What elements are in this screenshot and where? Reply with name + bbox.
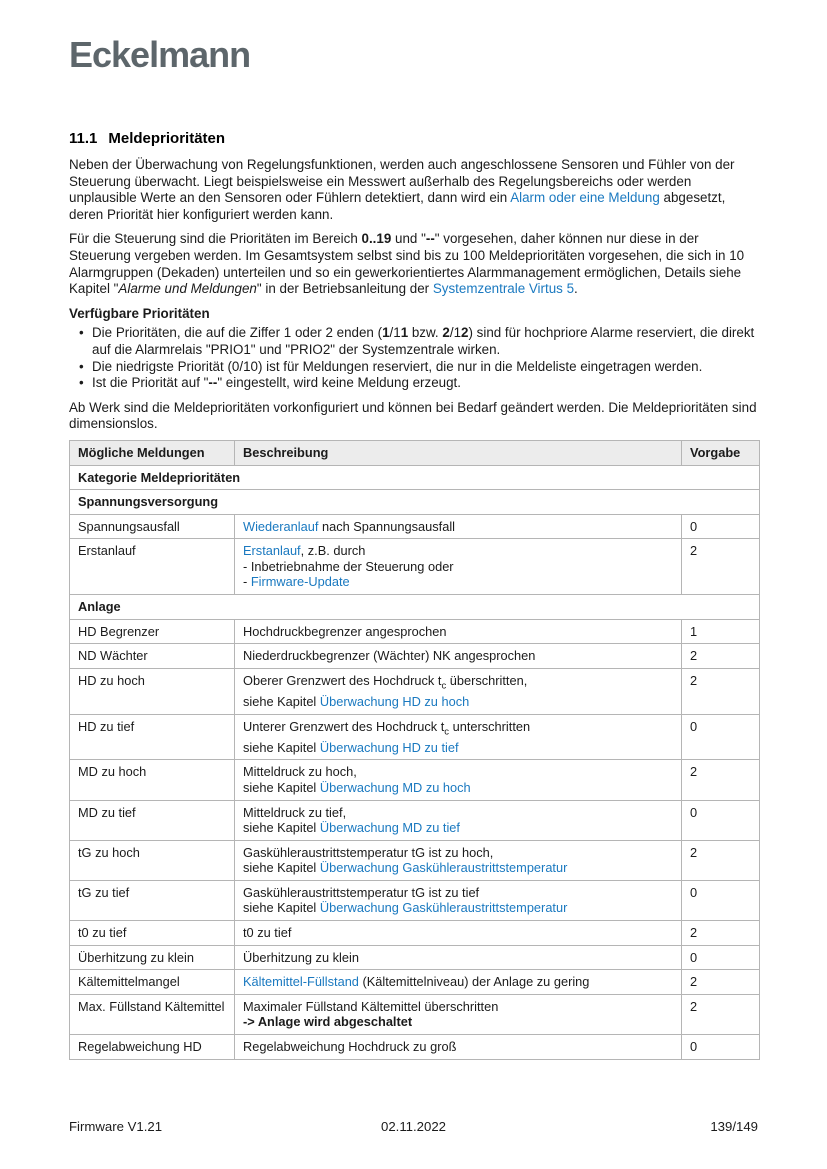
- table-row: [70, 714, 760, 760]
- description-line: [243, 624, 673, 640]
- text: " vorgesehen, daher können nur diese in der Steuerung vergeben werden. Im Gesamtsystem selbst sind bis zu 100 Meldeprioritäten vorgesehen, die sich in 10 Alarmgruppen (Dekaden) unterteilen und so ein gewerkorientiertes Alarmmanagement ermöglichen, Details siehe Kapitel ": [69, 231, 745, 297]
- table-row: [70, 921, 760, 946]
- text: Ab Werk sind die Meldeprioritäten vorkonfiguriert und können bei Bedarf geändert werden. Die Meldeprioritäten sind dimensionslos.: [69, 399, 757, 432]
- text: nach Spannungsausfall: [318, 518, 456, 534]
- default-value-cell: 0: [682, 800, 760, 840]
- text: .: [574, 281, 578, 297]
- inline-link[interactable]: Überwachung HD zu hoch: [319, 693, 470, 709]
- text: Hochdruckbegrenzer angesprochen: [243, 623, 447, 639]
- table-row: [70, 539, 760, 595]
- default-value-cell: 1: [682, 619, 760, 644]
- text: -: [243, 574, 251, 590]
- column-header: Mögliche Meldungen: [70, 440, 235, 465]
- table-row: [70, 514, 760, 539]
- description-line: [243, 719, 673, 740]
- description-cell: [235, 970, 682, 995]
- bold-text: 0..19: [361, 231, 392, 247]
- message-name-cell: MD zu tief: [70, 800, 235, 840]
- text: Für die Steuerung sind die Prioritäten im Bereich: [69, 231, 362, 247]
- inline-link[interactable]: Überwachung Gaskühleraustrittstemperatur: [319, 900, 568, 916]
- bold-text: -> Anlage wird abgeschaltet: [243, 1014, 413, 1030]
- inline-link[interactable]: Erstanlauf: [243, 543, 301, 559]
- default-value-cell: 0: [682, 514, 760, 539]
- company-logo: Eckelmann: [69, 34, 251, 75]
- table-section-row: [70, 595, 760, 620]
- section-label: Kategorie Meldeprioritäten: [70, 465, 760, 490]
- message-name-cell: Erstanlauf: [70, 539, 235, 595]
- description-line: [243, 974, 673, 990]
- description-cell: [235, 668, 682, 714]
- message-name-cell: HD zu hoch: [70, 668, 235, 714]
- description-line: [243, 559, 673, 575]
- inline-link[interactable]: Überwachung Gaskühleraustrittstemperatur: [319, 860, 568, 876]
- default-value-cell: 0: [682, 880, 760, 920]
- text: abgesetzt, deren Priorität hier konfiguriert werden kann.: [69, 190, 726, 222]
- description-line: [243, 519, 673, 535]
- message-name-cell: t0 zu tief: [70, 921, 235, 946]
- message-name-cell: HD Begrenzer: [70, 619, 235, 644]
- default-value-cell: 2: [682, 921, 760, 946]
- text: Gaskühleraustrittstemperatur tG ist zu tief: [243, 884, 480, 900]
- footer-date: 02.11.2022: [380, 1119, 447, 1134]
- text: t0 zu tief: [243, 925, 292, 941]
- text: bzw.: [408, 325, 443, 341]
- bold-text: 2: [461, 325, 469, 341]
- default-value-cell: 0: [682, 945, 760, 970]
- text: siehe Kapitel: [243, 779, 320, 795]
- bold-text: --: [425, 231, 435, 247]
- description-line: [243, 1039, 673, 1055]
- description-line: [243, 900, 673, 916]
- text: (Kältemittelniveau) der Anlage zu gering: [358, 974, 590, 990]
- text: Mitteldruck zu hoch,: [243, 764, 357, 780]
- text: ) sind für hochpriore Alarme reserviert, die direkt auf die Alarmrelais "PRIO1" und "PRIO2" der Systemzentrale wirken.: [92, 325, 755, 357]
- text: " in der Betriebsanleitung der: [256, 281, 433, 297]
- default-value-cell: 0: [682, 1035, 760, 1060]
- description-line: [243, 950, 673, 966]
- table-row: [70, 970, 760, 995]
- text: Gaskühleraustrittstemperatur tG ist zu hoch,: [243, 844, 494, 860]
- section-number: 11.1: [69, 130, 98, 147]
- bullet-item: [69, 325, 758, 358]
- inline-link[interactable]: Systemzentrale Virtus 5: [432, 281, 575, 297]
- description-line: [243, 845, 673, 861]
- description-line: [243, 673, 673, 694]
- description-line: [243, 860, 673, 876]
- table-row: [70, 644, 760, 669]
- table-header: [70, 440, 760, 465]
- description-line: [243, 780, 673, 796]
- inline-link[interactable]: Überwachung MD zu tief: [319, 820, 460, 836]
- bullet-item: [69, 359, 758, 376]
- bullet-item: [69, 375, 758, 392]
- inline-link[interactable]: Kältemittel-Füllstand: [243, 974, 359, 990]
- text: Mitteldruck zu tief,: [243, 804, 347, 820]
- table-section-row: [70, 465, 760, 490]
- text: Überhitzung zu klein: [243, 949, 359, 965]
- message-name-cell: Kältemittelmangel: [70, 970, 235, 995]
- description-line: [243, 925, 673, 941]
- paragraph-intro: [69, 157, 758, 223]
- description-cell: [235, 994, 682, 1034]
- description-cell: [235, 644, 682, 669]
- text: Regelabweichung Hochdruck zu groß: [243, 1039, 457, 1055]
- inline-link[interactable]: Alarm oder eine Meldung: [510, 190, 660, 206]
- message-name-cell: HD zu tief: [70, 714, 235, 760]
- description-line: [243, 543, 673, 559]
- bold-text: 2: [442, 325, 450, 341]
- default-value-cell: 2: [682, 668, 760, 714]
- paragraph-priorities: [69, 231, 758, 297]
- section-heading: [69, 130, 758, 147]
- default-value-cell: 2: [682, 644, 760, 669]
- description-line: [243, 740, 673, 756]
- description-cell: [235, 921, 682, 946]
- default-value-cell: 0: [682, 714, 760, 760]
- text: - Inbetriebnahme der Steuerung oder: [243, 558, 454, 574]
- table-row: [70, 994, 760, 1034]
- message-name-cell: Überhitzung zu klein: [70, 945, 235, 970]
- section-label: Anlage: [70, 595, 760, 620]
- text: Die niedrigste Priorität (0/10) ist für Meldungen reserviert, die nur in die Meldeliste eingetragen werden.: [92, 358, 703, 374]
- default-value-cell: 2: [682, 994, 760, 1034]
- bold-text: --: [208, 375, 218, 391]
- default-value-cell: 2: [682, 760, 760, 800]
- bold-text: 1: [400, 325, 409, 341]
- description-line: [243, 885, 673, 901]
- description-line: [243, 694, 673, 710]
- subheading-available-priorities: Verfügbare Prioritäten: [69, 305, 210, 321]
- italic-text: Alarme und Meldungen: [118, 281, 257, 297]
- inline-link[interactable]: Wiederanlauf: [243, 518, 319, 534]
- text: siehe Kapitel: [243, 860, 320, 876]
- description-cell: [235, 840, 682, 880]
- description-line: [243, 805, 673, 821]
- table-body: [70, 465, 760, 1059]
- message-priorities-table: [69, 440, 760, 1060]
- text: /1: [389, 325, 401, 341]
- text: siehe Kapitel: [243, 693, 320, 709]
- table-row: [70, 1035, 760, 1060]
- description-cell: [235, 880, 682, 920]
- table-row: [70, 619, 760, 644]
- table-section-row: [70, 490, 760, 515]
- footer-page-number: 139/149: [710, 1119, 758, 1134]
- text: Ist die Priorität auf ": [92, 375, 209, 391]
- description-cell: [235, 760, 682, 800]
- table-row: [70, 840, 760, 880]
- description-cell: [235, 619, 682, 644]
- text: Die Prioritäten, die auf die Ziffer 1 oder 2 enden (: [92, 325, 383, 341]
- subscript-text: c: [441, 680, 447, 692]
- description-line: [243, 574, 673, 590]
- description-cell: [235, 945, 682, 970]
- message-name-cell: tG zu tief: [70, 880, 235, 920]
- description-line: [243, 820, 673, 836]
- column-header: Vorgabe: [682, 440, 760, 465]
- inline-link[interactable]: Überwachung MD zu hoch: [319, 779, 471, 795]
- inline-link[interactable]: Überwachung HD zu tief: [319, 739, 459, 755]
- message-name-cell: Spannungsausfall: [70, 514, 235, 539]
- description-cell: [235, 1035, 682, 1060]
- description-cell: [235, 714, 682, 760]
- section-label: Spannungsversorgung: [70, 490, 760, 515]
- default-value-cell: 2: [682, 539, 760, 595]
- text: unterschritten: [449, 718, 531, 734]
- text: , z.B. durch: [300, 543, 366, 559]
- text: " eingestellt, wird keine Meldung erzeugt.: [217, 375, 461, 391]
- table-row: [70, 668, 760, 714]
- text: Maximaler Füllstand Kältemittel überschritten: [243, 998, 499, 1014]
- table-row: [70, 800, 760, 840]
- description-cell: [235, 514, 682, 539]
- text: siehe Kapitel: [243, 900, 320, 916]
- subscript-text: c: [444, 726, 450, 738]
- text: und ": [391, 231, 426, 247]
- bold-text: 1: [382, 325, 390, 341]
- message-name-cell: MD zu hoch: [70, 760, 235, 800]
- text: überschritten,: [446, 672, 528, 688]
- message-name-cell: ND Wächter: [70, 644, 235, 669]
- footer-firmware-version: Firmware V1.21: [69, 1119, 163, 1134]
- text: siehe Kapitel: [243, 739, 320, 755]
- description-line: [243, 648, 673, 664]
- message-name-cell: tG zu hoch: [70, 840, 235, 880]
- table-row: [70, 760, 760, 800]
- description-line: [243, 999, 673, 1015]
- table-row: [70, 945, 760, 970]
- message-name-cell: Regelabweichung HD: [70, 1035, 235, 1060]
- text: Unterer Grenzwert des Hochdruck t: [243, 718, 445, 734]
- priority-bullet-list: [69, 325, 758, 391]
- paragraph-factory-default: [69, 400, 758, 433]
- text: Neben der Überwachung von Regelungsfunktionen, werden auch angeschlossene Sensoren und Fühler von der Steuerung überwacht. Liegt beispielsweise ein Messwert außerhalb des Regelungsbereichs oder werden unplausible Werte an den Sensoren oder Fühlern detektiert, dann wird ein: [69, 157, 735, 206]
- inline-link[interactable]: Firmware-Update: [250, 574, 350, 590]
- column-header: Beschreibung: [235, 440, 682, 465]
- default-value-cell: 2: [682, 840, 760, 880]
- text: Niederdruckbegrenzer (Wächter) NK angesprochen: [243, 648, 536, 664]
- section-title: Meldeprioritäten: [108, 130, 226, 147]
- description-line: [243, 764, 673, 780]
- description-cell: [235, 539, 682, 595]
- default-value-cell: 2: [682, 970, 760, 995]
- description-line: [243, 1014, 673, 1030]
- text: Oberer Grenzwert des Hochdruck t: [243, 672, 442, 688]
- message-name-cell: Max. Füllstand Kältemittel: [70, 994, 235, 1034]
- text: /1: [449, 325, 462, 341]
- description-cell: [235, 800, 682, 840]
- table-row: [70, 880, 760, 920]
- text: siehe Kapitel: [243, 820, 320, 836]
